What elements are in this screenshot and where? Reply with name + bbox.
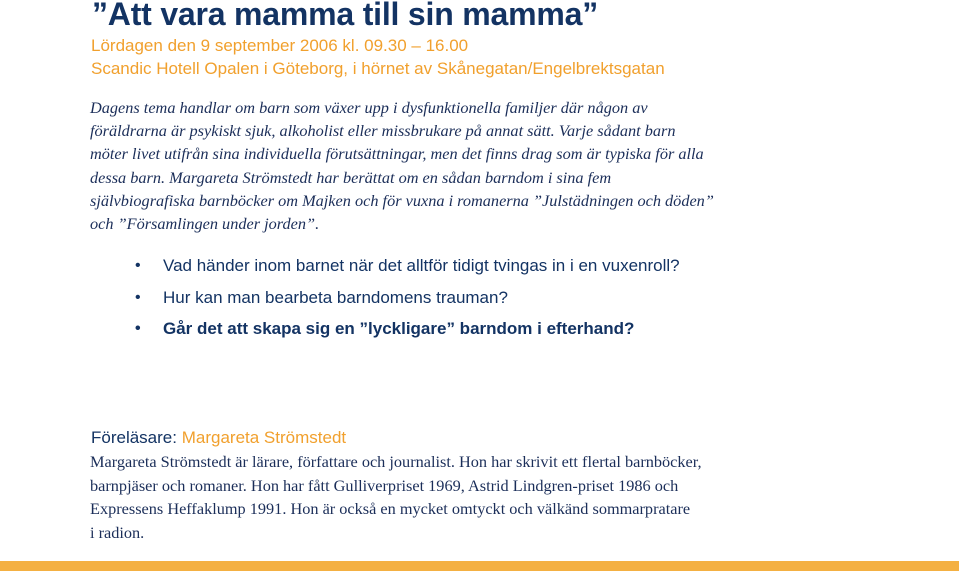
intro-line: självbiografiska barnböcker om Majken och för vuxna i romanerna ”Julstädningen och döden”	[90, 190, 714, 210]
question-text: Vad händer inom barnet när det alltför tidigt tvingas in i en vuxenroll?	[163, 256, 680, 275]
event-date-time: Lördagen den 9 september 2006 kl. 09.30 – 16.00	[91, 36, 469, 55]
bullet-icon: •	[135, 257, 141, 274]
intro-paragraph	[90, 96, 950, 235]
question-text: Går det att skapa sig en ”lyckligare” barndom i efterhand?	[163, 319, 635, 338]
question-item	[135, 254, 680, 286]
question-item	[135, 317, 680, 349]
bio-line: Margareta Strömstedt är lärare, författare och journalist. Hon har skrivit ett flertal barnböcker,	[90, 452, 702, 471]
intro-line: möter livet utifrån sina individuella förutsättningar, men det finns drag som är typiska för alla	[90, 144, 704, 164]
intro-line: dessa barn. Margareta Strömstedt har berättat om en sådan barndom i sina fem	[90, 167, 612, 187]
speaker-name: Margareta Strömstedt	[181, 428, 347, 447]
bio-line: Expressens Heffaklump 1991. Hon är också en mycket omtyckt och välkänd sommarpratare	[90, 499, 691, 518]
intro-line: Dagens tema handlar om barn som växer upp i dysfunktionella familjer där någon av	[90, 98, 648, 117]
intro-line: och ”Församlingen under jorden”.	[90, 214, 320, 234]
speaker-label: Föreläsare:	[91, 428, 177, 447]
speaker-heading	[91, 428, 346, 448]
bullet-icon: •	[135, 320, 141, 337]
speaker-bio	[90, 450, 702, 544]
question-text: Hur kan man bearbeta barndomens trauman?	[163, 287, 508, 307]
bullet-icon: •	[135, 288, 141, 306]
question-list	[135, 254, 680, 349]
bio-line: i radion.	[90, 522, 145, 542]
page-title: ”Att vara mamma till sin mamma”	[92, 0, 598, 32]
question-item	[135, 286, 680, 318]
bottom-accent-bar	[0, 561, 959, 571]
bio-line: barnpjäser och romaner. Hon har fått Gulliverpriset 1969, Astrid Lindgren-priset 1986 och	[90, 475, 679, 495]
event-location: Scandic Hotell Opalen i Göteborg, i hörnet av Skånegatan/Engelbrektsgatan	[91, 59, 665, 78]
intro-line: föräldrarna är psykiskt sjuk, alkoholist eller missbrukare på annat sätt. Varje sådant barn	[90, 121, 676, 141]
